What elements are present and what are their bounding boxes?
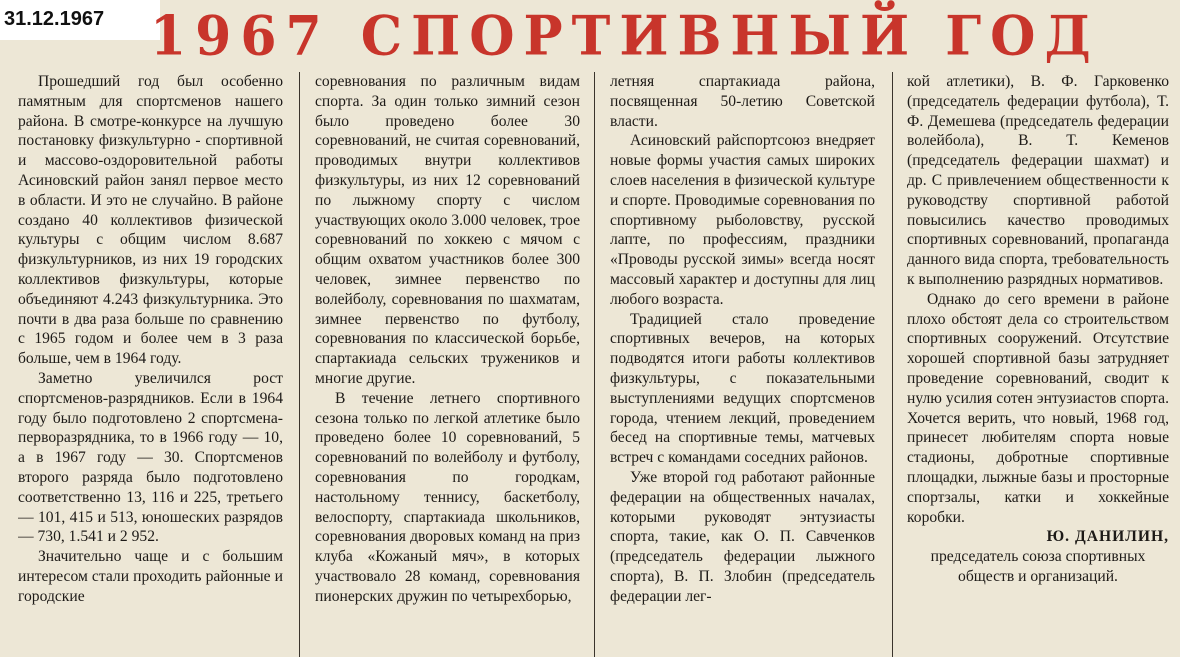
article-column-2 <box>315 72 580 657</box>
column-divider <box>594 72 595 657</box>
author-name: Ю. ДАНИЛИН, <box>1046 528 1169 546</box>
paragraph: кой атлетики), В. Ф. Гарковенко (председатель федерации футбола), Т. Ф. Демешева (председатель федерации волейбола), В. Т. Кеменов (председатель федерации шахмат) и др. С привлечением общественности к руководству спортивной работой повысились качество проводимых спортивных соревнований, пропаганда данного вида спорта, требовательность к выполнению разрядных нормативов. <box>907 73 1169 288</box>
paragraph: В течение летнего спортивного сезона только по легкой атлетике было проведено более 10 соревнований, 5 соревнований по волейболу и футболу, соревнования по городкам, настольному теннису, баскетболу, велоспорту, спартакиада школьников, соревнования дворовых команд на приз клуба «Кожаный мяч», в которых участвовало 28 команд, соревнования пионерских дружин по четырехборью, <box>315 389 580 605</box>
paragraph: Заметно увеличился рост спортсменов-разрядников. Если в 1964 году было подготовлено 2 спортсмена-перворазрядника, то в 1966 году — 10, а в 1967 году — 30. Спортсменов второго разряда было подготовлено соответственно 13, 116 и 225, третьего — 101, 415 и 513, юношеских разрядов — 730, 1.541 и 2 952. <box>18 369 283 546</box>
paragraph: Однако до сего времени в районе плохо обстоят дела со строительством спортивных сооружений. Отсутствие хорошей спортивной базы затрудняет проведение соревнований, сводит к нулю усилия сотен энтузиастов спорта. Хочется верить, что новый, 1968 год, принесет любителям спорта новые стадионы, добротные спортивные площадки, лыжные базы и просторные спортзалы, катки и хоккейные коробки. <box>907 290 1169 526</box>
column-divider <box>299 72 300 657</box>
headline-year: 1967 <box>150 4 331 69</box>
article-column-3 <box>610 72 875 657</box>
author-role: председатель союза спортивных обществ и организаций. <box>930 548 1146 585</box>
headline-title: СПОРТИВНЫЙ ГОД <box>360 4 1100 69</box>
paragraph: Прошедший год был особенно памятным для спортсменов нашего района. В смотре-конкурсе на лучшую постановку физкультурно - спортивной и массово-оздоровительной работы Асиновский район занял первое место в области. И это не случайно. В районе создано 40 коллективов физической культуры с общим числом 8.687 физкультурников, из них 19 городских коллективов физкультуры, которые объединяют 4.243 физкультурника. Это почти в два раза больше по сравнению с 1965 годом и более чем в 3 раза больше, чем в 1964 году. <box>18 73 283 368</box>
article-column-1 <box>18 72 283 657</box>
article-headline <box>150 2 1100 76</box>
article-column-4 <box>907 72 1169 657</box>
paragraph: летняя спартакиада района, посвященная 50-летию Советской власти. <box>610 73 875 130</box>
date-stamp: 31.12.1967 <box>0 0 160 40</box>
paragraph: Значительно чаще и с большим интересом стали проходить районные и городские <box>18 548 283 605</box>
paragraph: Традицией стало проведение спортивных вечеров, на которых подводятся итоги работы коллективов физкультуры, с показательными выступлениями ведущих спортсменов города, чтением лекций, проведением бесед на спортивные темы, матчевых встреч с командами соседних районов. <box>610 310 875 467</box>
column-divider <box>892 72 893 657</box>
paragraph: соревнования по различным видам спорта. За один только зимний сезон было проведено более 30 соревнований, не считая соревнований, проводимых внутри коллективов физкультуры, из них 12 соревнований по лыжному спорту с числом участвующих около 3.000 человек, трое соревнований по хоккею с мячом с общим охватом участников более 300 человек, зимнее первенство по волейболу, соревнования по шахматам, зимнее первенство по футболу, соревнования по классической борьбе, спартакиада сельских тружеников и многие другие. <box>315 73 580 387</box>
paragraph: Уже второй год работают районные федерации на общественных началах, которыми руководят энтузиасты спорта, такие, как О. П. Савченков (председатель федерации лыжного спорта), В. П. Злобин (председатель федерации лег- <box>610 468 875 605</box>
paragraph: Асиновский райспортсоюз внедряет новые формы участия самых широких слоев населения в физической культуре и спорте. Проводимые соревнования по спортивному рыболовству, русской лапте, по профессиям, праздники «Проводы русской зимы» всегда носят массовый характер и доступны для лиц любого возраста. <box>610 132 875 308</box>
